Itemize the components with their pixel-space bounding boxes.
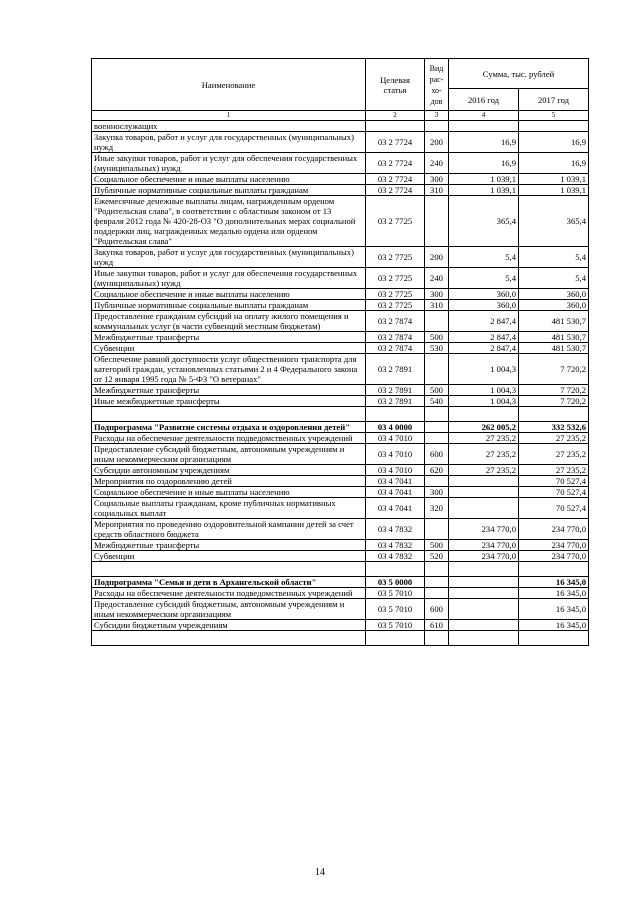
table-row bbox=[92, 343, 589, 354]
row-name bbox=[92, 562, 366, 577]
row-expense-type bbox=[425, 577, 449, 588]
row-target-code: 03 4 7041 bbox=[366, 476, 425, 487]
table-row bbox=[92, 551, 589, 562]
row-sum-2017: 481 530,7 bbox=[519, 311, 589, 332]
row-expense-type: 600 bbox=[425, 599, 449, 620]
row-expense-type bbox=[425, 631, 449, 646]
row-target-code: 03 4 7041 bbox=[366, 498, 425, 519]
row-expense-type bbox=[425, 519, 449, 540]
table-row bbox=[92, 185, 589, 196]
row-sum-2017: 365,4 bbox=[519, 196, 589, 247]
row-name: Иные закупки товаров, работ и услуг для обеспечения государственных (муниципальных) нужд bbox=[92, 268, 366, 289]
row-name: военнослужащих bbox=[92, 121, 366, 132]
row-target-code: 03 2 7724 bbox=[366, 153, 425, 174]
budget-table bbox=[91, 58, 589, 646]
row-name: Публичные нормативные социальные выплаты гражданам bbox=[92, 185, 366, 196]
table-row bbox=[92, 465, 589, 476]
row-sum-2016: 5,4 bbox=[449, 247, 519, 268]
row-sum-2017 bbox=[519, 562, 589, 577]
row-expense-type: 540 bbox=[425, 396, 449, 407]
row-sum-2017: 27 235,2 bbox=[519, 444, 589, 465]
row-sum-2017: 7 720,2 bbox=[519, 396, 589, 407]
row-target-code: 03 4 7010 bbox=[366, 465, 425, 476]
header-name: Наименование bbox=[92, 59, 366, 111]
row-sum-2017: 16,9 bbox=[519, 132, 589, 153]
row-target-code: 03 2 7725 bbox=[366, 196, 425, 247]
row-name: Социальное обеспечение и иные выплаты населению bbox=[92, 487, 366, 498]
row-expense-type: 620 bbox=[425, 465, 449, 476]
row-target-code: 03 5 7010 bbox=[366, 620, 425, 631]
row-name: Подпрограмма "Развитие системы отдыха и оздоровления детей" bbox=[92, 422, 366, 433]
row-sum-2016 bbox=[449, 588, 519, 599]
row-name: Иные закупки товаров, работ и услуг для обеспечения государственных (муниципальных) нужд bbox=[92, 153, 366, 174]
table-row bbox=[92, 247, 589, 268]
row-name: Предоставление гражданам субсидий на оплату жилого помещения и коммунальных услуг (в части субвенций местным бюджетам) bbox=[92, 311, 366, 332]
row-expense-type: 610 bbox=[425, 620, 449, 631]
row-target-code bbox=[366, 121, 425, 132]
row-target-code: 03 2 7891 bbox=[366, 385, 425, 396]
row-sum-2017: 7 720,2 bbox=[519, 385, 589, 396]
column-index: 2 bbox=[366, 111, 425, 121]
table-row bbox=[92, 433, 589, 444]
row-target-code: 03 2 7874 bbox=[366, 332, 425, 343]
row-name: Субвенции bbox=[92, 343, 366, 354]
row-sum-2016: 360,0 bbox=[449, 289, 519, 300]
row-sum-2017: 16 345,0 bbox=[519, 599, 589, 620]
row-name: Предоставление субсидий бюджетным, автономным учреждениям и иным некоммерческим организациям bbox=[92, 599, 366, 620]
table-row bbox=[92, 332, 589, 343]
row-sum-2016 bbox=[449, 577, 519, 588]
row-sum-2016 bbox=[449, 498, 519, 519]
column-index: 5 bbox=[519, 111, 589, 121]
row-expense-type: 200 bbox=[425, 132, 449, 153]
row-target-code: 03 5 7010 bbox=[366, 599, 425, 620]
row-sum-2016 bbox=[449, 631, 519, 646]
row-sum-2017: 16 345,0 bbox=[519, 588, 589, 599]
row-expense-type: 300 bbox=[425, 174, 449, 185]
row-sum-2016 bbox=[449, 407, 519, 422]
subprogram-row bbox=[92, 422, 589, 433]
row-target-code: 03 2 7874 bbox=[366, 311, 425, 332]
row-target-code: 03 4 7832 bbox=[366, 519, 425, 540]
row-sum-2016: 27 235,2 bbox=[449, 444, 519, 465]
row-sum-2016: 234 770,0 bbox=[449, 540, 519, 551]
row-name: Социальное обеспечение и иные выплаты населению bbox=[92, 174, 366, 185]
row-name: Социальное обеспечение и иные выплаты населению bbox=[92, 289, 366, 300]
row-sum-2016: 234 770,0 bbox=[449, 551, 519, 562]
row-target-code: 03 2 7725 bbox=[366, 268, 425, 289]
row-target-code: 03 2 7724 bbox=[366, 132, 425, 153]
row-sum-2016: 16,9 bbox=[449, 153, 519, 174]
row-sum-2016 bbox=[449, 562, 519, 577]
row-expense-type: 500 bbox=[425, 540, 449, 551]
row-name: Межбюджетные трансферты bbox=[92, 332, 366, 343]
row-name: Закупка товаров, работ и услуг для государственных (муниципальных) нужд bbox=[92, 132, 366, 153]
row-sum-2017: 332 532,6 bbox=[519, 422, 589, 433]
header-vid: Вид рас-хо-дов bbox=[425, 59, 449, 111]
table-row bbox=[92, 385, 589, 396]
table-row bbox=[92, 300, 589, 311]
row-sum-2016: 1 039,1 bbox=[449, 185, 519, 196]
row-sum-2017 bbox=[519, 407, 589, 422]
spacer-row bbox=[92, 407, 589, 422]
row-target-code: 03 2 7874 bbox=[366, 343, 425, 354]
row-expense-type bbox=[425, 407, 449, 422]
row-sum-2016 bbox=[449, 599, 519, 620]
row-name: Межбюджетные трансферты bbox=[92, 385, 366, 396]
table-row bbox=[92, 396, 589, 407]
row-sum-2017: 70 527,4 bbox=[519, 498, 589, 519]
row-sum-2017 bbox=[519, 631, 589, 646]
row-target-code: 03 4 7832 bbox=[366, 540, 425, 551]
row-target-code bbox=[366, 407, 425, 422]
row-sum-2017: 7 720,2 bbox=[519, 354, 589, 385]
row-sum-2017: 360,0 bbox=[519, 289, 589, 300]
row-expense-type: 240 bbox=[425, 268, 449, 289]
table-row bbox=[92, 519, 589, 540]
row-name: Предоставление субсидий бюджетным, автономным учреждениям и иным некоммерческим организациям bbox=[92, 444, 366, 465]
row-target-code: 03 2 7724 bbox=[366, 185, 425, 196]
row-target-code: 03 4 7041 bbox=[366, 487, 425, 498]
row-sum-2017: 5,4 bbox=[519, 247, 589, 268]
row-target-code bbox=[366, 631, 425, 646]
row-sum-2017: 70 527,4 bbox=[519, 487, 589, 498]
table-row bbox=[92, 311, 589, 332]
row-target-code: 03 4 7832 bbox=[366, 551, 425, 562]
row-sum-2016: 1 039,1 bbox=[449, 174, 519, 185]
row-name: Закупка товаров, работ и услуг для государственных (муниципальных) нужд bbox=[92, 247, 366, 268]
row-name: Ежемесячные денежные выплаты лицам, награжденным орденом "Родительская слава", в соответствии с областным законом от 13 февраля 2012 года № 420-28-ОЗ "О дополнительных мерах социальной поддержки лиц, награжденных медалью ордена или орденом "Родительская слава" bbox=[92, 196, 366, 247]
row-sum-2017 bbox=[519, 121, 589, 132]
row-sum-2017: 234 770,0 bbox=[519, 519, 589, 540]
row-name: Мероприятия по оздоровлению детей bbox=[92, 476, 366, 487]
spacer-row bbox=[92, 631, 589, 646]
row-expense-type: 240 bbox=[425, 153, 449, 174]
row-sum-2016 bbox=[449, 476, 519, 487]
row-name: Подпрограмма "Семья и дети в Архангельской области" bbox=[92, 577, 366, 588]
row-expense-type bbox=[425, 311, 449, 332]
row-sum-2017: 360,0 bbox=[519, 300, 589, 311]
row-sum-2017: 234 770,0 bbox=[519, 551, 589, 562]
row-expense-type: 500 bbox=[425, 332, 449, 343]
row-name bbox=[92, 631, 366, 646]
row-target-code: 03 2 7725 bbox=[366, 300, 425, 311]
header-sum: Сумма, тыс. рублей bbox=[449, 59, 589, 89]
row-expense-type: 300 bbox=[425, 487, 449, 498]
row-name: Мероприятия по проведению оздоровительной кампании детей за счет средств областного бюджета bbox=[92, 519, 366, 540]
row-expense-type: 500 bbox=[425, 385, 449, 396]
table-row bbox=[92, 153, 589, 174]
header-year-2017: 2017 год bbox=[519, 89, 589, 111]
table-row bbox=[92, 354, 589, 385]
row-sum-2017: 16 345,0 bbox=[519, 577, 589, 588]
row-expense-type: 530 bbox=[425, 343, 449, 354]
table-row bbox=[92, 540, 589, 551]
row-sum-2016: 27 235,2 bbox=[449, 433, 519, 444]
table-row bbox=[92, 620, 589, 631]
row-expense-type: 310 bbox=[425, 300, 449, 311]
row-sum-2017: 27 235,2 bbox=[519, 465, 589, 476]
row-sum-2017: 1 039,1 bbox=[519, 185, 589, 196]
row-expense-type: 520 bbox=[425, 551, 449, 562]
row-sum-2016 bbox=[449, 487, 519, 498]
row-expense-type: 200 bbox=[425, 247, 449, 268]
table-row bbox=[92, 476, 589, 487]
row-expense-type: 300 bbox=[425, 289, 449, 300]
row-sum-2016: 365,4 bbox=[449, 196, 519, 247]
row-name: Субсидии автономным учреждениям bbox=[92, 465, 366, 476]
row-sum-2016: 360,0 bbox=[449, 300, 519, 311]
row-target-code: 03 4 7010 bbox=[366, 433, 425, 444]
row-expense-type: 320 bbox=[425, 498, 449, 519]
row-target-code: 03 2 7725 bbox=[366, 247, 425, 268]
spacer-row bbox=[92, 562, 589, 577]
row-sum-2017: 234 770,0 bbox=[519, 540, 589, 551]
row-sum-2017: 481 530,7 bbox=[519, 343, 589, 354]
row-target-code: 03 2 7724 bbox=[366, 174, 425, 185]
row-name bbox=[92, 407, 366, 422]
row-sum-2016: 2 847,4 bbox=[449, 332, 519, 343]
table-row bbox=[92, 588, 589, 599]
row-target-code: 03 5 7010 bbox=[366, 588, 425, 599]
row-target-code: 03 2 7891 bbox=[366, 396, 425, 407]
table-row bbox=[92, 599, 589, 620]
row-name: Субсидии бюджетным учреждениям bbox=[92, 620, 366, 631]
column-index: 3 bbox=[425, 111, 449, 121]
row-expense-type bbox=[425, 196, 449, 247]
table-row bbox=[92, 121, 589, 132]
row-target-code bbox=[366, 562, 425, 577]
table-body bbox=[92, 121, 589, 646]
row-expense-type bbox=[425, 422, 449, 433]
row-sum-2016: 16,9 bbox=[449, 132, 519, 153]
row-expense-type bbox=[425, 121, 449, 132]
row-name: Межбюджетные трансферты bbox=[92, 540, 366, 551]
table-row bbox=[92, 268, 589, 289]
table-row bbox=[92, 289, 589, 300]
row-target-code: 03 4 7010 bbox=[366, 444, 425, 465]
row-sum-2016: 1 004,3 bbox=[449, 396, 519, 407]
row-sum-2017: 27 235,2 bbox=[519, 433, 589, 444]
row-target-code: 03 5 0000 bbox=[366, 577, 425, 588]
row-sum-2016: 27 235,2 bbox=[449, 465, 519, 476]
column-index: 1 bbox=[92, 111, 366, 121]
row-name: Иные межбюджетные трансферты bbox=[92, 396, 366, 407]
subprogram-row bbox=[92, 577, 589, 588]
row-target-code: 03 2 7725 bbox=[366, 289, 425, 300]
row-sum-2017: 16,9 bbox=[519, 153, 589, 174]
row-sum-2016: 1 004,3 bbox=[449, 385, 519, 396]
table-row bbox=[92, 196, 589, 247]
table-row bbox=[92, 444, 589, 465]
table-row bbox=[92, 487, 589, 498]
row-sum-2017: 5,4 bbox=[519, 268, 589, 289]
row-sum-2017: 1 039,1 bbox=[519, 174, 589, 185]
row-expense-type bbox=[425, 562, 449, 577]
row-sum-2016: 5,4 bbox=[449, 268, 519, 289]
table-row bbox=[92, 132, 589, 153]
row-sum-2016: 2 847,4 bbox=[449, 311, 519, 332]
row-sum-2017: 70 527,4 bbox=[519, 476, 589, 487]
row-expense-type: 310 bbox=[425, 185, 449, 196]
row-sum-2017: 481 530,7 bbox=[519, 332, 589, 343]
row-name: Расходы на обеспечение деятельности подведомственных учреждений bbox=[92, 433, 366, 444]
header-year-2016: 2016 год bbox=[449, 89, 519, 111]
row-name: Обеспечение равной доступности услуг общественного транспорта для категорий граждан, установленных статьями 2 и 4 Федерального закона от 12 января 1995 года № 5-ФЗ "О ветеранах" bbox=[92, 354, 366, 385]
row-target-code: 03 2 7891 bbox=[366, 354, 425, 385]
row-sum-2016 bbox=[449, 620, 519, 631]
row-expense-type bbox=[425, 433, 449, 444]
row-name: Социальные выплаты гражданам, кроме публичных нормативных социальных выплат bbox=[92, 498, 366, 519]
row-expense-type bbox=[425, 588, 449, 599]
page-number: 14 bbox=[315, 867, 325, 878]
row-sum-2016: 1 004,3 bbox=[449, 354, 519, 385]
row-sum-2017: 16 345,0 bbox=[519, 620, 589, 631]
row-sum-2016: 262 005,2 bbox=[449, 422, 519, 433]
row-name: Расходы на обеспечение деятельности подведомственных учреждений bbox=[92, 588, 366, 599]
row-name: Публичные нормативные социальные выплаты гражданам bbox=[92, 300, 366, 311]
row-target-code: 03 4 0000 bbox=[366, 422, 425, 433]
row-sum-2016: 234 770,0 bbox=[449, 519, 519, 540]
row-name: Субвенции bbox=[92, 551, 366, 562]
header-code: Целевая статья bbox=[366, 59, 425, 111]
row-expense-type: 600 bbox=[425, 444, 449, 465]
row-expense-type bbox=[425, 354, 449, 385]
row-expense-type bbox=[425, 476, 449, 487]
row-sum-2016: 2 847,4 bbox=[449, 343, 519, 354]
table-row bbox=[92, 174, 589, 185]
row-sum-2016 bbox=[449, 121, 519, 132]
column-index: 4 bbox=[449, 111, 519, 121]
table-row bbox=[92, 498, 589, 519]
